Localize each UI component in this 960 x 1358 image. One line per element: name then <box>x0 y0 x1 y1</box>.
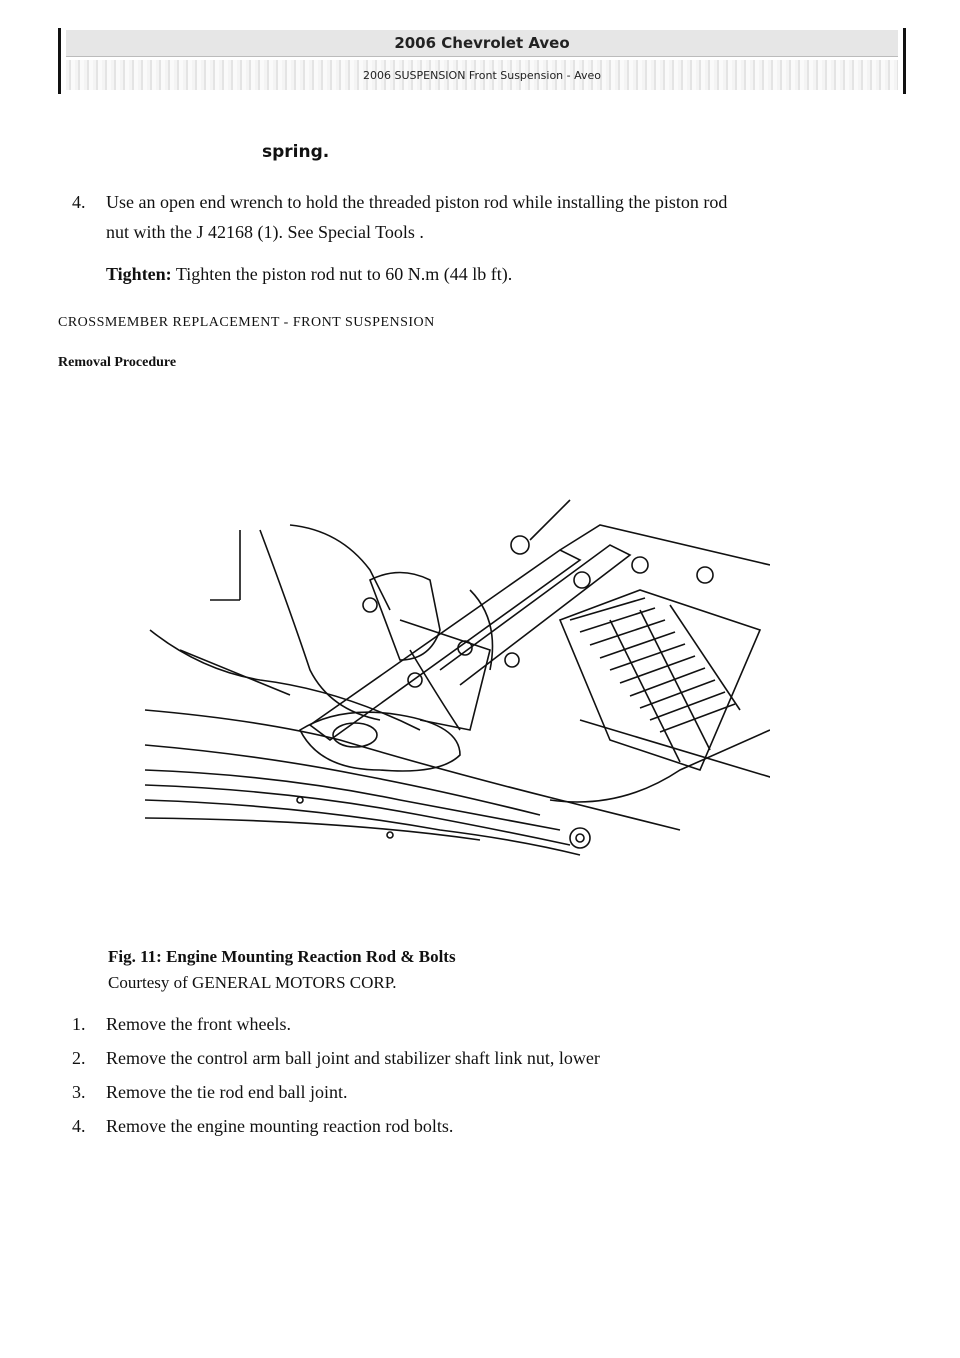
section-title: CROSSMEMBER REPLACEMENT - FRONT SUSPENSION <box>58 315 435 330</box>
step-text: Remove the tie rod end ball joint. <box>106 1082 348 1102</box>
step-text-line-1: Use an open end wrench to hold the threaded piston rod while installing the piston rod <box>106 192 728 212</box>
header-right-rule <box>903 28 906 94</box>
step-text: Remove the engine mounting reaction rod bolts. <box>106 1116 454 1136</box>
header-title: 2006 Chevrolet Aveo <box>66 30 898 57</box>
step-number: 2. <box>72 1048 86 1068</box>
header-left-rule <box>58 28 61 94</box>
step-number: 1. <box>72 1014 86 1034</box>
step-text: Remove the control arm ball joint and stabilizer shaft link nut, lower <box>106 1048 600 1068</box>
figure-caption <box>108 944 456 996</box>
radiator-grid <box>560 590 760 770</box>
step-number: 4. <box>72 1116 86 1136</box>
figure-caption-title: Fig. 11: Engine Mounting Reaction Rod & Bolts <box>108 947 456 966</box>
step-number: 3. <box>72 1082 86 1102</box>
subsection-title: Removal Procedure <box>58 355 177 370</box>
engine-mount-illustration <box>140 470 770 900</box>
mounting-bolts <box>297 536 713 848</box>
reaction-rod <box>310 500 770 740</box>
continued-text: spring. <box>262 142 330 162</box>
header-subtitle: 2006 SUSPENSION Front Suspension - Aveo <box>66 60 898 90</box>
torque-spec <box>106 258 512 290</box>
step-text-line-2: nut with the J 42168 (1). See Special Tools . <box>106 222 424 242</box>
step-text: Remove the front wheels. <box>106 1014 291 1034</box>
step-number: 4. <box>72 192 86 212</box>
tighten-label: Tighten: <box>106 264 172 284</box>
tighten-text: Tighten the piston rod nut to 60 N.m (44 lb ft). <box>175 264 513 284</box>
page-header <box>58 22 906 94</box>
figure-caption-credit: Courtesy of GENERAL MOTORS CORP. <box>108 973 397 992</box>
